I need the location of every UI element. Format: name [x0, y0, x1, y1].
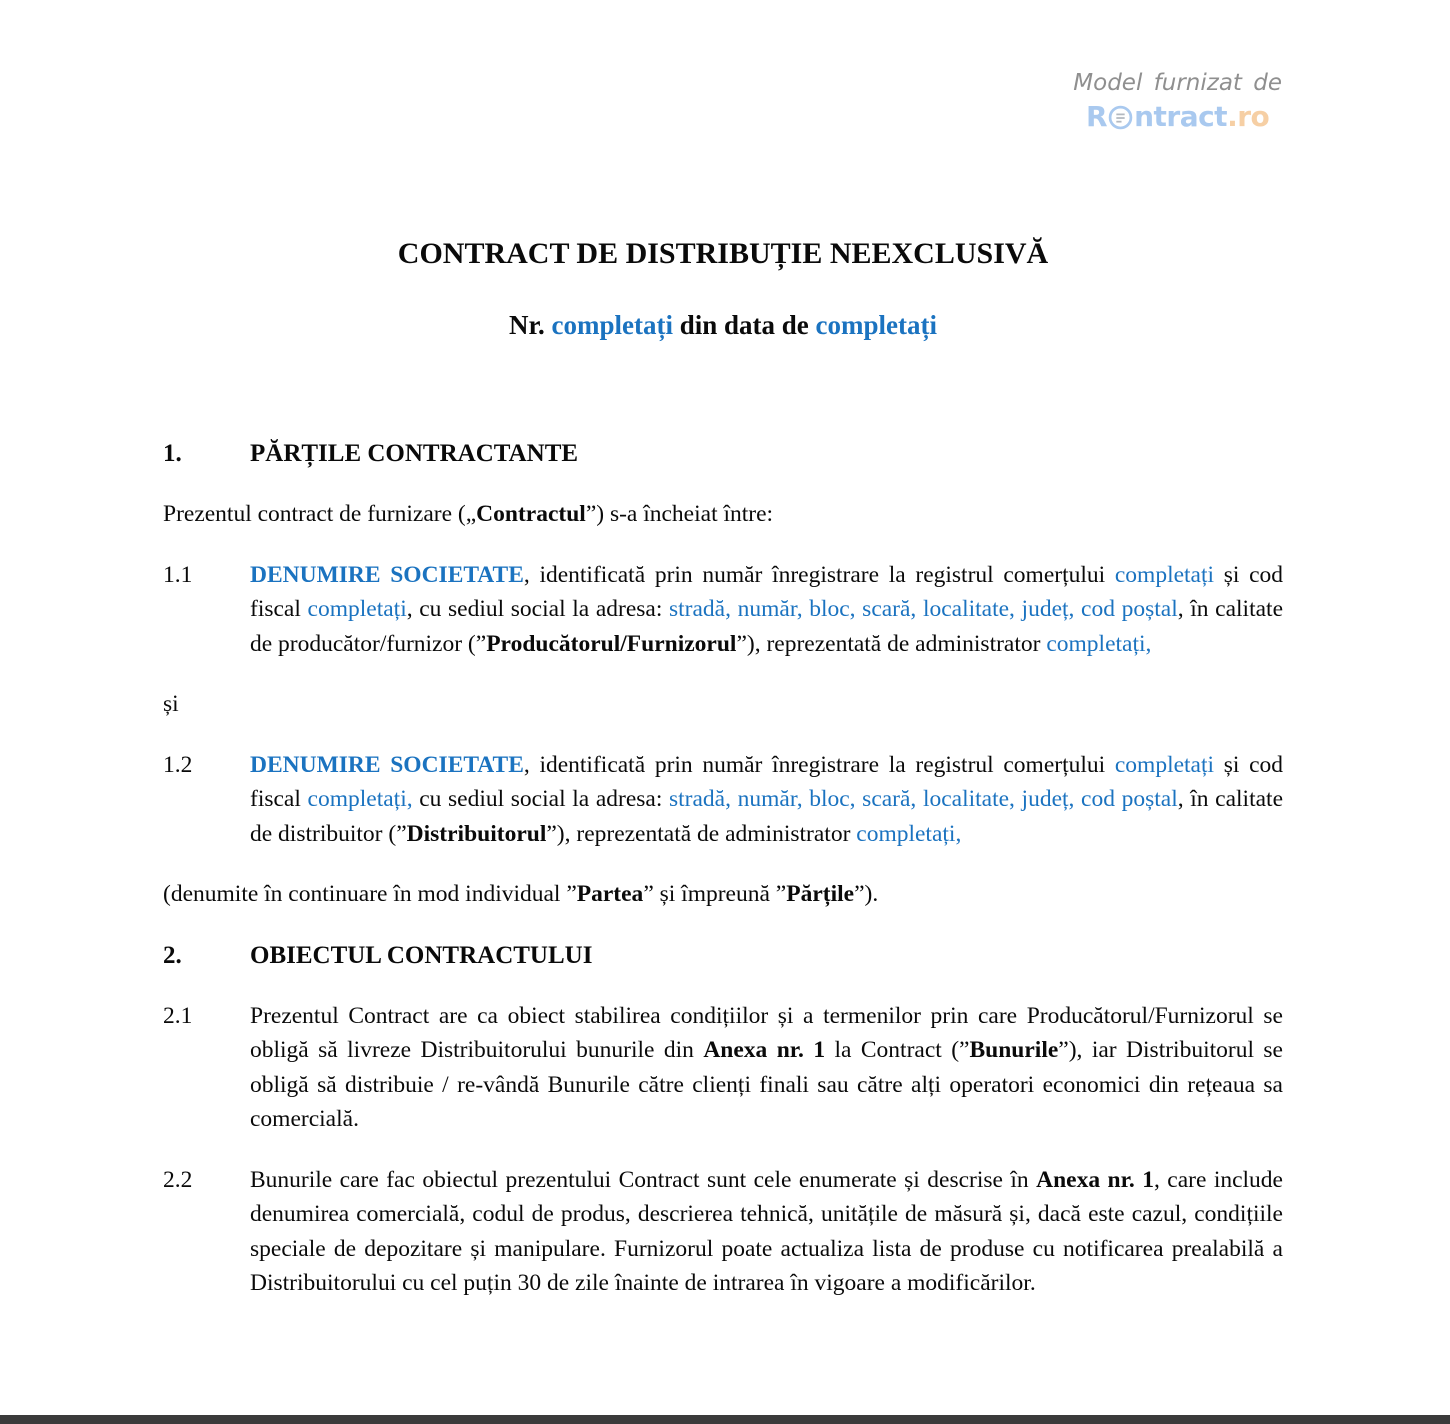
clause-1.1 [163, 558, 1283, 662]
clause-number: 1.1 [163, 561, 193, 588]
text-run: Contractul [476, 501, 586, 527]
text-run: completați [551, 310, 673, 340]
page-title: CONTRACT DE DISTRIBUȚIE NEEXCLUSIVĂ [397, 237, 1049, 270]
text-run: ”), iar Distribuitorul se obligă să distribuie / re-vândă Bunurile către clienți finali sau către alți operatori economici din rețeaua sa comercială. [250, 1037, 1283, 1132]
provider-note: Model furnizat de [1073, 70, 1282, 96]
text-run: și [163, 691, 179, 717]
section-number: 2. [163, 941, 182, 969]
text-run: Partea [576, 881, 644, 907]
paragraph [163, 877, 1283, 912]
brand-wordmark [1073, 100, 1282, 133]
text-run: și cod fiscal [250, 751, 1284, 812]
text-run: completați [1114, 751, 1215, 778]
text-run: , cu sediul social la adresa: [406, 596, 669, 622]
text-run: ”), reprezentată de administrator [546, 820, 857, 847]
brand-tld: .ro [1227, 100, 1270, 133]
paragraph [163, 497, 1283, 532]
text-run: din data de [672, 310, 816, 340]
section-heading-2 [163, 938, 1283, 973]
brand-letter-r: R [1086, 100, 1108, 133]
section-title: PĂRȚILE CONTRACTANTE [250, 440, 579, 467]
text-run: , identificată prin număr înregistrare la registrul comerțului [523, 561, 1115, 588]
clause-1.2 [163, 748, 1283, 852]
section-title: OBIECTUL CONTRACTULUI [250, 941, 593, 969]
section-heading-1 [163, 436, 1283, 471]
text-run: DENUMIRE SOCIETATE [250, 561, 524, 588]
text-run: Părțile [786, 881, 855, 907]
text-run: Bunurile care fac obiectul prezentului Contract sunt cele enumerate și descrise în [250, 1166, 1037, 1193]
clause-number: 2.2 [163, 1166, 193, 1193]
bottom-edge-bar [0, 1415, 1450, 1424]
text-run: Prezentul Contract are ca obiect stabilirea condițiilor și a termenilor prin care Producătorul/Furnizorul se obligă să livreze Distribuitorului bunurile din [250, 1002, 1283, 1063]
text-run: cu sediul social la adresa: [412, 786, 669, 812]
text-run: completați, [1046, 630, 1152, 657]
text-run: Anexa nr. 1 [703, 1037, 826, 1063]
brand-rest: ntract [1134, 100, 1228, 133]
text-run: și cod fiscal [250, 561, 1284, 622]
text-run: Distribuitorul [406, 820, 547, 847]
document-circle-icon [1108, 105, 1133, 130]
text-run: Producătorul/Furnizorul [486, 630, 737, 657]
contract-clauses [163, 436, 1283, 1301]
text-run: la Contract (” [825, 1037, 970, 1063]
text-run: completați [307, 596, 407, 622]
text-run: completați [815, 310, 937, 340]
text-run: Anexa nr. 1 [1036, 1166, 1154, 1193]
paragraph-text [163, 877, 1283, 912]
clause-text [250, 1163, 1283, 1301]
text-run: DENUMIRE SOCIETATE [250, 751, 524, 778]
clause-number: 1.2 [163, 751, 193, 778]
text-run: ”) s-a încheiat între: [585, 501, 774, 527]
text-run: stradă, număr, bloc, scară, localitate, județ, cod poștal [669, 596, 1178, 622]
clause-text [250, 748, 1283, 852]
text-run: , în calitate de distribuitor (” [250, 786, 1283, 847]
clause-2.1 [163, 999, 1283, 1137]
text-run: (denumite în continuare în mod individual ” [163, 881, 577, 907]
clause-text [250, 558, 1283, 662]
section-number: 1. [163, 440, 182, 467]
text-run: Bunurile [969, 1037, 1059, 1063]
clause-text [250, 999, 1283, 1137]
text-run: , care include denumirea comercială, codul de produs, descrierea tehnică, unitățile de măsură și, dacă este cazul, condițiile speciale de depozitare și manipulare. Furnizorul poate actualiza lista de produse cu notificarea prealabilă a Distribuitorului cu cel puțin 30 de zile înainte de intrarea în vigoare a modificărilor. [250, 1166, 1283, 1296]
text-run: , identificată prin număr înregistrare la registrul comerțului [523, 751, 1115, 778]
text-run: ”), reprezentată de administrator [736, 630, 1047, 657]
clause-2.2 [163, 1163, 1283, 1301]
provider-logo [1073, 70, 1282, 133]
text-run: ” și împreună ” [643, 881, 787, 907]
text-run: completați, [307, 786, 413, 812]
paragraph-text [163, 687, 1283, 722]
text-run: completați [1114, 561, 1215, 588]
clause-number: 2.1 [163, 1002, 193, 1029]
text-run: , în calitate de producător/furnizor (” [250, 596, 1283, 657]
paragraph [163, 687, 1283, 722]
text-run: Prezentul contract de furnizare („ [163, 501, 477, 527]
text-run: completați, [856, 820, 962, 847]
text-run: ”). [854, 881, 879, 907]
contract-number-line [163, 308, 1283, 342]
text-run: Nr. [509, 310, 552, 340]
paragraph-text [163, 497, 1283, 532]
text-run: stradă, număr, bloc, scară, localitate, județ, cod poștal [669, 786, 1178, 812]
